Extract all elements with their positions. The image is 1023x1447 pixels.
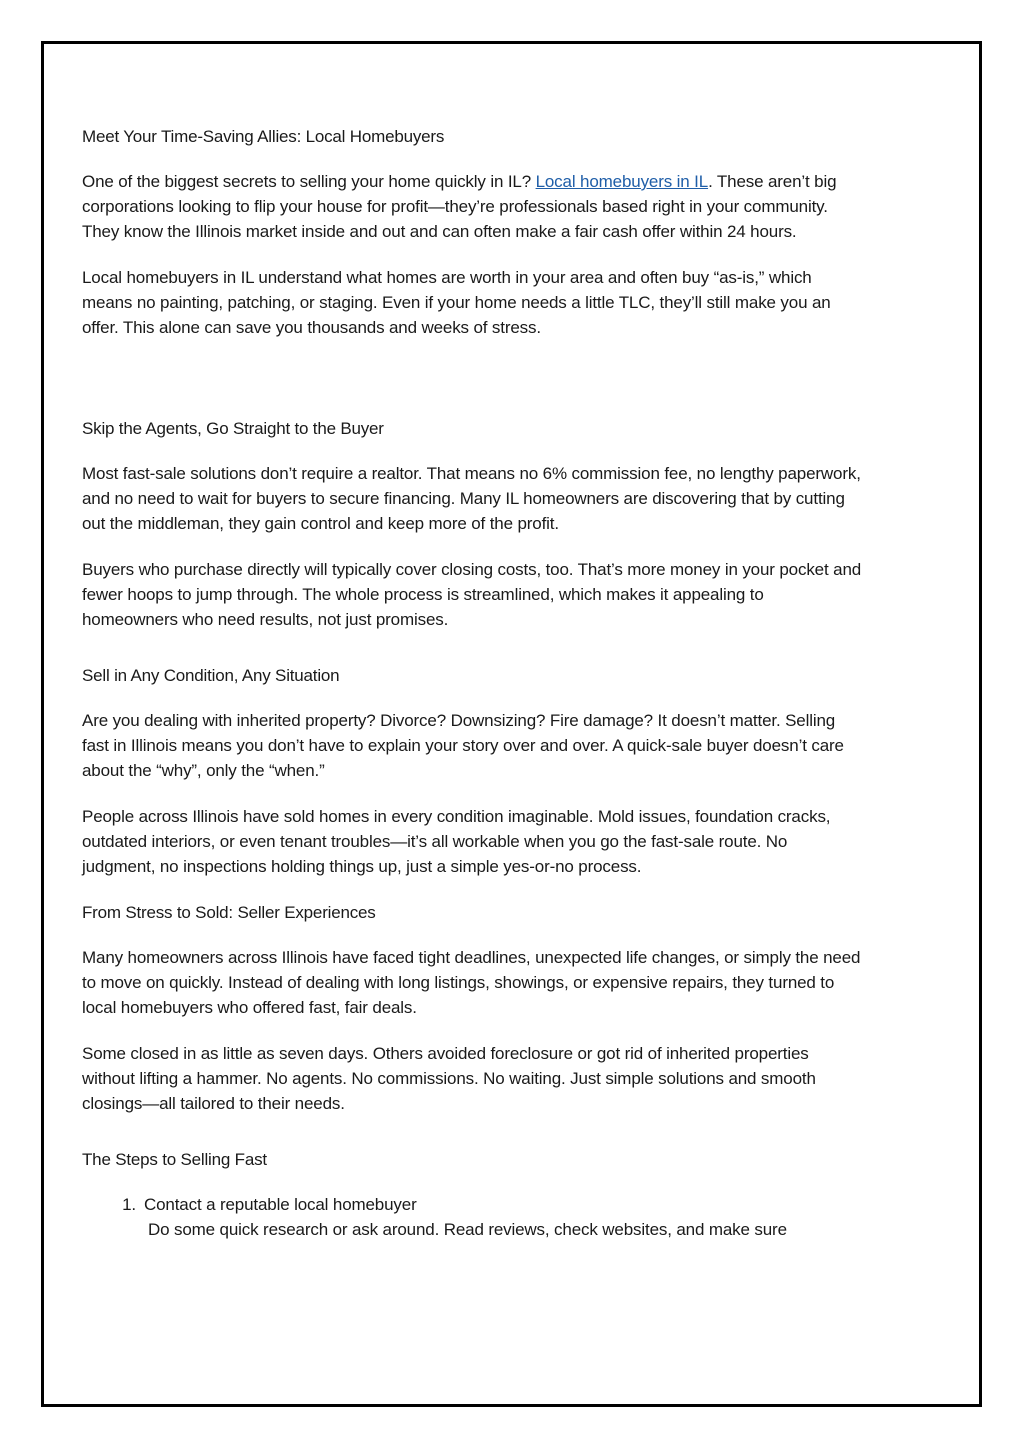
paragraph-text: understand what homes are worth in your area and often buy “as-is,” which means no painting, patching, or staging. Even if your home needs a little TLC, they’ll still make you an offer. This alone can save you thousands and weeks of stress. [82,268,831,337]
paragraph: People across Illinois have sold homes in every condition imaginable. Mold issues, foundation cracks, outdated interiors, or even tenant troubles—it’s all workable when you go the fast-sale route. No judgment, no inspections holding things up, just a simple yes-or-no process. [82,807,831,876]
section-heading-steps: The Steps to Selling Fast [82,1150,267,1169]
paragraph: Buyers who purchase directly will typically cover closing costs, too. That’s more money in your pocket and fewer hoops to jump through. The whole process is streamlined, which makes it appealing to homeowners who need results, not just promises. [82,560,862,629]
paragraph-text: One of the biggest secrets to selling your home quickly in IL? [82,172,536,191]
section-heading-skip-agents: Skip the Agents, Go Straight to the Buyer [82,419,384,438]
paragraph-text: . These aren’t big corporations looking to flip your house for profit—they’re professionals based right in your community. They know the Illinois market inside and out and can often make a fair cash offer within 24 hours. [82,172,837,241]
paragraph [82,461,862,536]
step-description: Do some quick research or ask around. Read reviews, check websites, and make sure [148,1220,787,1239]
paragraph: Are you dealing with inherited property? Divorce? Downsizing? Fire damage? It doesn’t matter. Selling fast in Illinois means you don’t have to explain your story over and over. A quick-sale buyer doesn’t care about the “why”, only the “when.” [82,711,844,780]
step-title: Contact a reputable local homebuyer [144,1195,417,1214]
document-body [82,82,862,1242]
paragraph: Some closed in as little as seven days. Others avoided foreclosure or got rid of inherited properties without lifting a hammer. No agents. No commissions. No waiting. Just simple solutions and smooth closings—all tailored to their needs. [82,1044,816,1113]
paragraph-lead: Local homebuyers in IL [82,268,254,287]
paragraph-highlight: IL [505,489,519,508]
paragraph [82,169,862,244]
step-number: 1. [122,1195,136,1214]
paragraph-text: Most fast-sale solutions don’t require a realtor. That means no 6% commission fee, no lengthy paperwork, and no need to wait for buyers to secure financing. Many [82,464,861,508]
steps-list [82,1192,862,1242]
section-heading-seller-experiences: From Stress to Sold: Seller Experiences [82,903,376,922]
section-heading-any-condition: Sell in Any Condition, Any Situation [82,666,340,685]
list-item [82,1192,862,1242]
paragraph: Many homeowners across Illinois have faced tight deadlines, unexpected life changes, or simply the need to move on quickly. Instead of dealing with long listings, showings, or expensive repairs, they turned to local homebuyers who offered fast, fair deals. [82,948,861,1017]
paragraph-text: homeowners are discovering that by cutting out the middleman, they gain control and keep more of the profit. [82,489,845,533]
paragraph [82,265,862,340]
section-heading-local-homebuyers: Meet Your Time-Saving Allies: Local Homebuyers [82,127,445,146]
local-homebuyers-link[interactable]: Local homebuyers in IL [535,172,709,191]
